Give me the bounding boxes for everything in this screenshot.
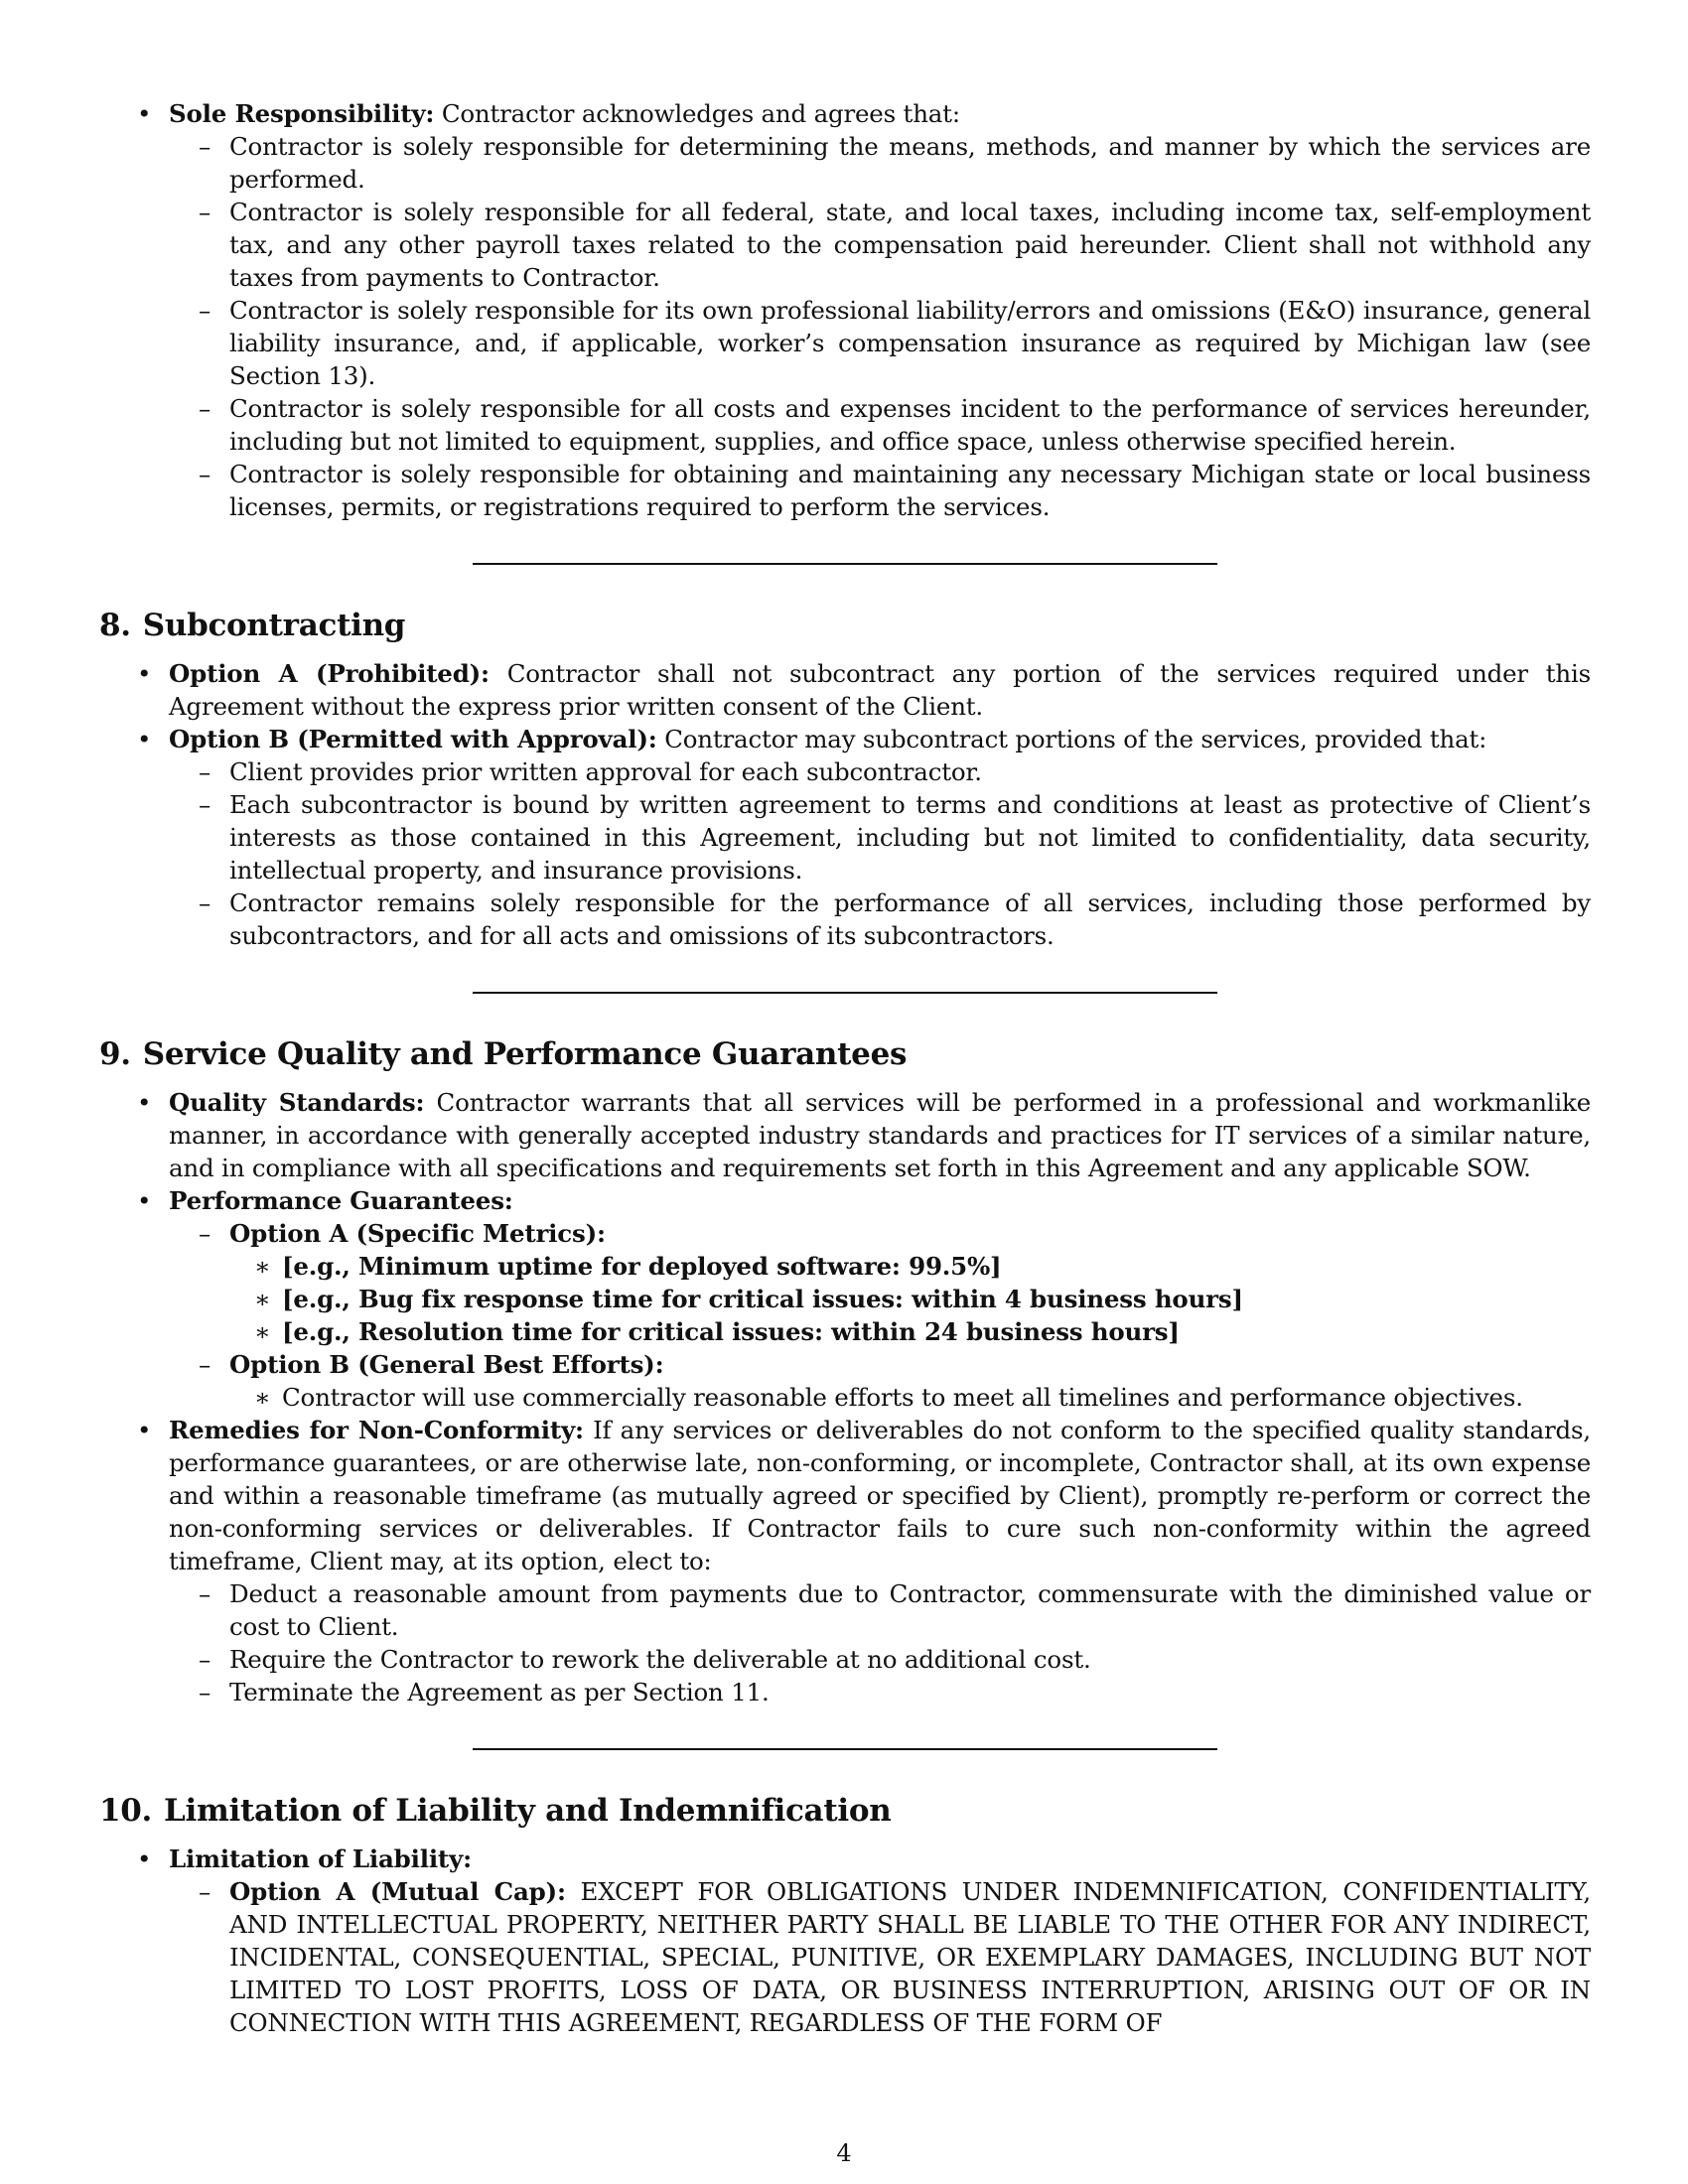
option-text: Contractor shall not subcontract any portion of the services required under this Agreement without the express prior written consent of the Client. — [169, 659, 1591, 721]
metric-item — [229, 1315, 1591, 1348]
section-title: Subcontracting — [142, 608, 406, 643]
quality-standards-label: Quality Standards: — [169, 1088, 425, 1117]
list-item: – Contractor is solely responsible for obtaining and maintaining any necessary Michigan state or local business licenses, permits, or registrations required to perform the services. — [169, 458, 1591, 523]
metric-text: [e.g., Minimum uptime for deployed software: 99.5%] — [282, 1252, 1002, 1281]
option-text: Contractor may subcontract portions of the services, provided that: — [656, 725, 1487, 753]
option-label: Option A (Mutual Cap): — [229, 1877, 566, 1906]
option-a-prohibited — [99, 657, 1591, 723]
section-heading-10 — [99, 1791, 1591, 1831]
performance-guarantees-item — [99, 1184, 1591, 1414]
list-item: – Terminate the Agreement as per Section 11. — [169, 1676, 1591, 1708]
section-divider — [473, 992, 1217, 994]
option-b-permitted — [99, 723, 1591, 952]
list-item: – Contractor is solely responsible for all costs and expenses incident to the performance of services hereunder, including but not limited to equipment, supplies, and office space, unless otherwise specified herein. — [169, 392, 1591, 458]
section-title: Service Quality and Performance Guarantees — [142, 1036, 908, 1072]
remedies-item — [99, 1414, 1591, 1708]
section-number: 8. — [99, 608, 131, 643]
metrics-list — [229, 1250, 1591, 1348]
section-divider — [473, 1748, 1217, 1750]
sole-responsibility-intro: Contractor acknowledges and agrees that: — [434, 99, 960, 128]
document-page — [99, 97, 1591, 2039]
remedies-text: If any services or deliverables do not conform to the specified quality standards, performance guarantees, or are otherwise late, non-conforming, or incomplete, Contractor shall, at its own expense and within a reasonable timeframe (as mutually agreed or specified by Client), promptly re-perform or correct the non-conforming services or deliverables. If Contractor fails to cure such non-conformity within the agreed timeframe, Client may, at its option, elect to: — [169, 1416, 1591, 1575]
limitation-of-liability-label: Limitation of Liability: — [169, 1844, 472, 1873]
list-item: – Each subcontractor is bound by written agreement to terms and conditions at least as protective of Client’s interests as those contained in this Agreement, including but not limited to confidentiality, data security, intellectual property, and insurance provisions. — [169, 788, 1591, 887]
option-a-specific-metrics — [169, 1217, 1591, 1348]
list-item: – Contractor is solely responsible for determining the means, methods, and manner by which the services are performed. — [169, 130, 1591, 196]
section-number: 10. — [99, 1793, 153, 1829]
list-item: – Require the Contractor to rework the deliverable at no additional cost. — [169, 1643, 1591, 1676]
page-number: 4 — [836, 2139, 852, 2167]
option-label: Option A (Specific Metrics): — [229, 1219, 606, 1248]
quality-list — [99, 1086, 1591, 1708]
sole-responsibility-label: Sole Responsibility: — [169, 99, 435, 128]
list-item: – Contractor is solely responsible for all federal, state, and local taxes, including income tax, self-employment tax, and any other payroll taxes related to the compensation paid hereunder. Client shall not withhold any taxes from payments to Contractor. — [169, 196, 1591, 294]
list-item: – Contractor remains solely responsible for the performance of all services, including those performed by subcontractors, and for all acts and omissions of its subcontractors. — [169, 887, 1591, 952]
liability-list — [99, 1843, 1591, 2039]
list-item: – Contractor is solely responsible for its own professional liability/errors and omissions (E&O) insurance, general liability insurance, and, if applicable, worker’s compensation insurance as required by Michigan law (see Section 13). — [169, 294, 1591, 392]
option-a-mutual-cap — [169, 1875, 1591, 2039]
remedies-sublist — [169, 1577, 1591, 1708]
option-label: Option B (Permitted with Approval): — [169, 725, 657, 753]
quality-standards-item — [99, 1086, 1591, 1184]
section-heading-8 — [99, 606, 1591, 645]
option-label: Option A (Prohibited): — [169, 659, 490, 688]
liability-options-list — [169, 1875, 1591, 2039]
limitation-of-liability-item — [99, 1843, 1591, 2039]
subcontracting-list — [99, 657, 1591, 952]
section-title: Limitation of Liability and Indemnification — [164, 1793, 892, 1829]
performance-guarantees-label: Performance Guarantees: — [169, 1186, 513, 1215]
list-item: ∗ Contractor will use commercially reasonable efforts to meet all timelines and performance objectives. — [229, 1381, 1591, 1414]
option-b-best-efforts — [169, 1348, 1591, 1414]
metric-item — [229, 1283, 1591, 1315]
option-text: EXCEPT FOR OBLIGATIONS UNDER INDEMNIFICATION, CONFIDENTIALITY, AND INTELLECTUAL PROPERTY, NEITHER PARTY SHALL BE LIABLE TO THE OTHER FOR ANY INDIRECT, INCIDENTAL, CONSEQUENTIAL, SPECIAL, PUNITIVE, OR EXEMPLARY DAMAGES, INCLUDING BUT NOT LIMITED TO LOST PROFITS, LOSS OF DATA, OR BUSINESS INTERRUPTION, ARISING OUT OF OR IN CONNECTION WITH THIS AGREEMENT, REGARDLESS OF THE FORM OF — [229, 1877, 1591, 2037]
list-item: – Deduct a reasonable amount from payments due to Contractor, commensurate with the diminished value or cost to Client. — [169, 1577, 1591, 1643]
sole-responsibility-sublist — [169, 130, 1591, 523]
performance-options-list — [169, 1217, 1591, 1414]
quality-standards-text: Contractor warrants that all services will be performed in a professional and workmanlike manner, in accordance with generally accepted industry standards and practices for IT services of a similar nature, and in compliance with all specifications and requirements set forth in this Agreement and any applicable SOW. — [169, 1088, 1591, 1182]
metric-text: [e.g., Bug fix response time for critical issues: within 4 business hours] — [282, 1285, 1243, 1313]
metric-item — [229, 1250, 1591, 1283]
remedies-label: Remedies for Non-Conformity: — [169, 1416, 584, 1444]
metric-text: [e.g., Resolution time for critical issues: within 24 business hours] — [282, 1317, 1180, 1346]
sole-responsibility-item — [99, 97, 1591, 523]
option-b-sublist — [169, 755, 1591, 952]
list-item: – Client provides prior written approval for each subcontractor. — [169, 755, 1591, 788]
section-divider — [473, 563, 1217, 565]
sole-responsibility-list — [99, 97, 1591, 523]
section-heading-9 — [99, 1034, 1591, 1074]
section-number: 9. — [99, 1036, 131, 1072]
best-efforts-list — [229, 1381, 1591, 1414]
option-label: Option B (General Best Efforts): — [229, 1350, 664, 1379]
